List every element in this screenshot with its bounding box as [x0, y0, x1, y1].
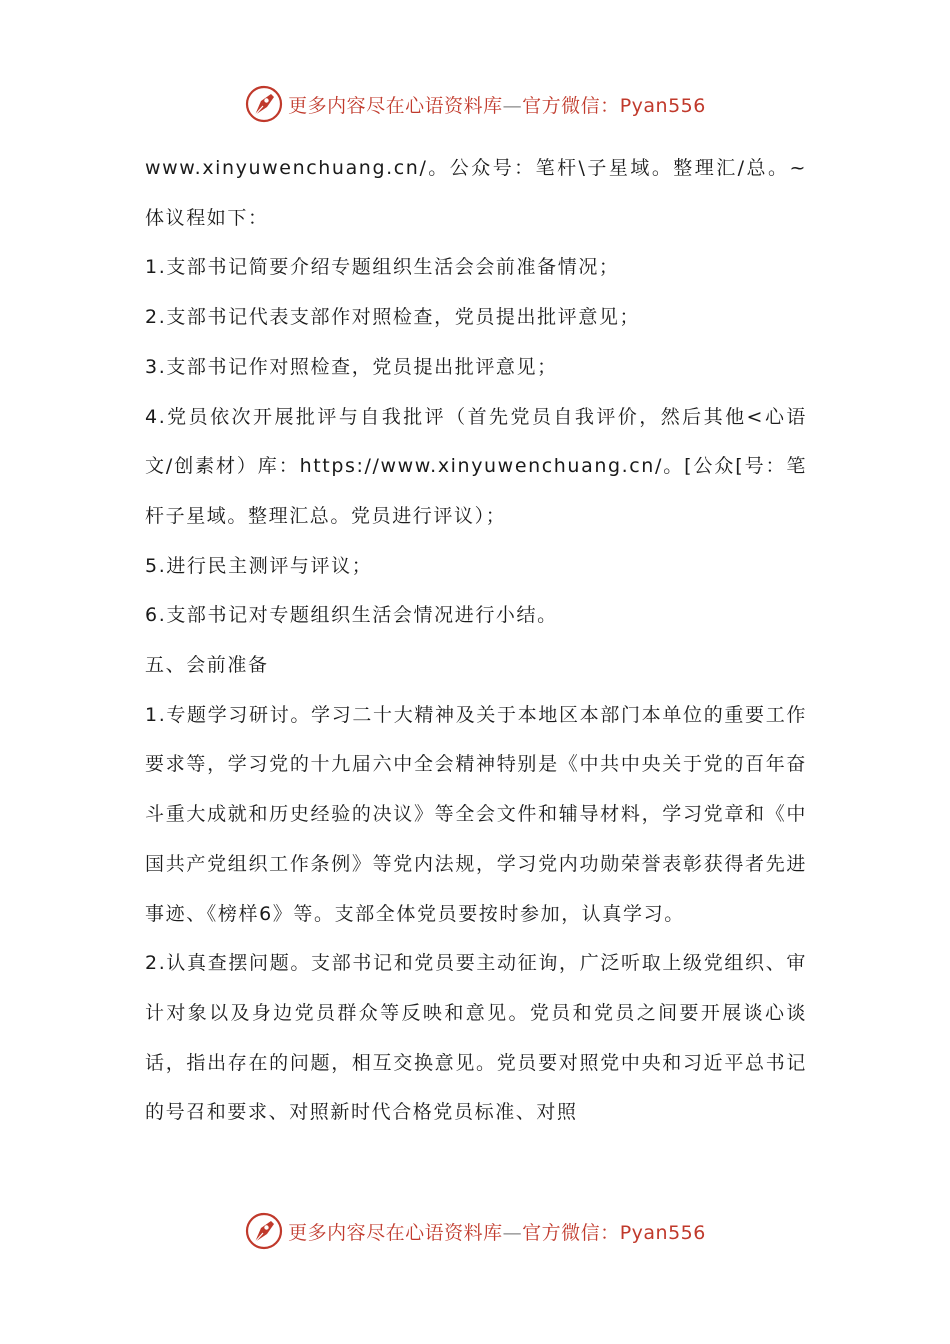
- paragraph-8: 1.专题学习研讨。学习二十大精神及关于本地区本部门本单位的重要工作要求等，学习党的十九届六中全会精神特别是《中共中央关于党的百年奋斗重大成就和历史经验的决议》等全会文件和辅导材料，学习党章和《中国共产党组织工作条例》等党内法规，学习党内功勋荣誉表彰获得者先进事迹、《榜样6》等。支部全体党员要按时参加，认真学习。: [145, 703, 807, 925]
- footer-banner-title: 更多内容尽在心语资料库: [288, 1221, 503, 1244]
- header-banner-wechat-id: Pyan556: [619, 94, 706, 117]
- document-body: [145, 144, 807, 1138]
- paragraph-3: 2.支部书记代表支部作对照检查，党员提出批评意见；: [145, 306, 641, 329]
- footer-banner-wechat-id: Pyan556: [619, 1221, 706, 1244]
- header-banner: [0, 80, 950, 128]
- footer-banner: [0, 1207, 950, 1255]
- paragraph-6: 5.进行民主测评与评议；: [145, 554, 373, 577]
- paragraph-9: 2.认真查摆问题。支部书记和党员要主动征询，广泛听取上级党组织、审计对象以及身边党员群众等反映和意见。党员和党员之间要开展谈心谈话，指出存在的问题，相互交换意见。党员要对照党中央和习近平总书记的号召和要求、对照新时代合格党员标准、对照: [145, 952, 807, 1124]
- header-banner-title: 更多内容尽在心语资料库: [288, 94, 503, 117]
- header-banner-dash: —: [502, 94, 523, 117]
- footer-banner-suffix: 官方微信：: [522, 1221, 620, 1244]
- header-banner-text: [288, 91, 706, 118]
- paragraph-5: 4.党员依次开展批评与自我批评（首先党员自我评价，然后其他<心语文/创素材）库：https://www.xinyuwenchuang.cn/。[公众[号：笔杆子星域。整理汇总。党员进行评议）；: [145, 405, 807, 527]
- footer-banner-dash: —: [502, 1221, 523, 1244]
- paragraph-1: www.xinyuwenchuang.cn/。公众号：笔杆\子星域。整理汇/总。~体议程如下：: [145, 157, 807, 229]
- section-heading: 五、会前准备: [145, 654, 269, 677]
- pen-nib-logo-icon: [244, 84, 284, 124]
- paragraph-4: 3.支部书记作对照检查，党员提出批评意见；: [145, 355, 558, 378]
- paragraph-2: 1.支部书记简要介绍专题组织生活会会前准备情况；: [145, 256, 620, 279]
- paragraph-7: 6.支部书记对专题组织生活会情况进行小结。: [145, 604, 558, 627]
- header-banner-suffix: 官方微信：: [522, 94, 620, 117]
- footer-banner-text: [288, 1218, 706, 1245]
- pen-nib-logo-icon: [244, 1211, 284, 1251]
